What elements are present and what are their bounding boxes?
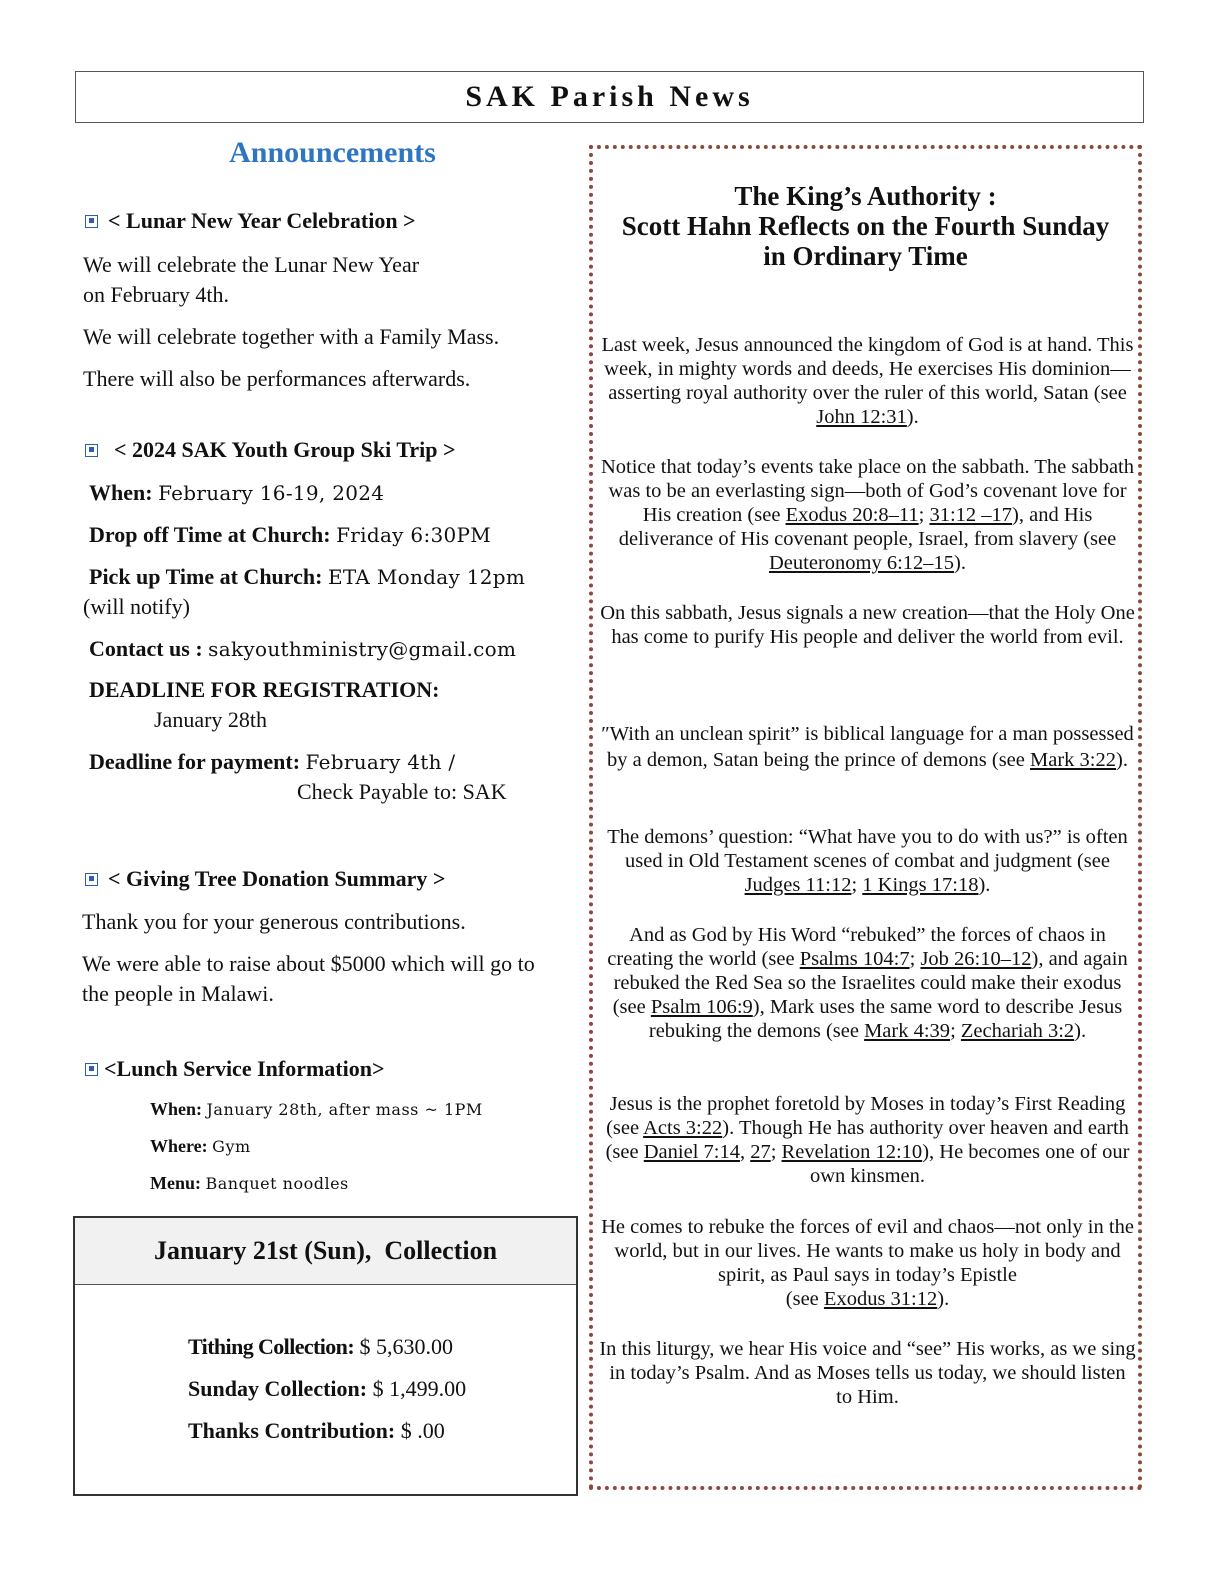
lunch-section-heading: <Lunch Service Information> bbox=[85, 1056, 385, 1082]
article-paragraph-2: Notice that today’s events take place on the sabbath. The sabbath was to be an everlasting sign—both of God’s covenant love for His creation (see Exodus 20:8–11; 31:12 –17), and His deliverance of His covenant people, Israel, from slavery (see Deuteronomy 6:12–15). bbox=[600, 456, 1135, 574]
ski-deadline-registration-label: DEADLINE FOR REGISTRATION: bbox=[89, 677, 440, 702]
article-title: The King’s Authority : Scott Hahn Reflects on the Fourth Sunday in Ordinary Time bbox=[621, 181, 1110, 271]
masthead bbox=[75, 71, 1144, 123]
collection-box bbox=[73, 1216, 578, 1496]
sunday-row: Sunday Collection: $ 1,499.00 bbox=[188, 1376, 467, 1401]
collection-heading: January 21st (Sun), Collection bbox=[75, 1218, 576, 1285]
ski-contact: Contact us : sakyouthministry@gmail.com bbox=[89, 636, 517, 661]
checkbox-square-icon bbox=[85, 215, 98, 228]
ski-dropoff: Drop off Time at Church: Friday 6:30PM bbox=[89, 522, 492, 547]
scripture-link[interactable]: Job 26:10–12 bbox=[920, 948, 1032, 970]
scripture-link[interactable]: Exodus 31:12 bbox=[823, 1288, 938, 1310]
ski-deadline-payment: Deadline for payment: February 4th / bbox=[89, 749, 456, 774]
scripture-link[interactable]: 27 bbox=[750, 1141, 771, 1163]
ski-pickup: Pick up Time at Church: ETA Monday 12pm bbox=[89, 564, 526, 589]
scripture-link[interactable]: Mark 4:39 bbox=[864, 1020, 951, 1042]
scripture-link[interactable]: 1 Kings 17:18 bbox=[862, 874, 979, 896]
announcements-title: Announcements bbox=[229, 136, 436, 169]
giving-line-2: We were able to raise about $5000 which will go to bbox=[82, 951, 535, 976]
lunch-where: Where: Gym bbox=[150, 1136, 251, 1156]
checkbox-square-icon bbox=[85, 873, 98, 886]
article-box bbox=[589, 145, 1142, 1490]
scripture-link[interactable]: Psalms 104:7 bbox=[799, 948, 910, 970]
scripture-link[interactable]: Mark 3:22 bbox=[1030, 749, 1116, 771]
article-paragraph-9: In this liturgy, we hear His voice and “see” His works, as we sing in today’s Psalm. And as Moses tells us today, we should listen to Him. bbox=[599, 1338, 1136, 1408]
scripture-link[interactable]: Deuteronomy 6:12–15 bbox=[769, 552, 955, 574]
ski-check-payable: Check Payable to: SAK bbox=[297, 779, 507, 804]
lunar-line-1: We will celebrate the Lunar New Year bbox=[83, 252, 420, 277]
checkbox-square-icon bbox=[85, 1063, 98, 1076]
lunar-section-heading: < Lunar New Year Celebration > bbox=[85, 208, 416, 234]
lunar-line-2: on February 4th. bbox=[83, 282, 230, 307]
article-paragraph-6: And as God by His Word “rebuked” the forces of chaos in creating the world (see Psalms 104:7; Job 26:10–12), and again rebuked the Red Sea so the Israelites could make their exodus (see Psalm 106:9), Mark uses the same word to describe Jesus rebuking the demons (see Mark 4:39; Zechariah 3:2). bbox=[607, 924, 1128, 1042]
ski-pickup-note: (will notify) bbox=[83, 594, 190, 619]
lunch-when: When: January 28th, after mass ~ 1PM bbox=[150, 1099, 483, 1119]
lunar-line-3: We will celebrate together with a Family Mass. bbox=[83, 324, 500, 349]
contact-email[interactable]: sakyouthministry@gmail.com bbox=[208, 637, 517, 661]
article-paragraph-5: The demons’ question: “What have you to do with us?” is often used in Old Testament scenes of combat and judgment (see Judges 11:12; 1 Kings 17:18). bbox=[607, 826, 1128, 896]
checkbox-square-icon bbox=[85, 444, 98, 457]
scripture-link[interactable]: Revelation 12:10 bbox=[781, 1141, 923, 1163]
article-paragraph-7: Jesus is the prophet foretold by Moses in today’s First Reading (see Acts 3:22). Though He has authority over heaven and earth (see Daniel 7:14, 27; Revelation 12:10), He becomes one of our own kinsmen. bbox=[605, 1093, 1130, 1187]
scripture-link[interactable]: Psalm 106:9 bbox=[650, 996, 753, 1018]
article-paragraph-8: He comes to rebuke the forces of evil and chaos—not only in the world, but in our lives. He wants to make us holy in body and spirit, as Paul says in today’s Epistle (see Exodus 31:12). bbox=[601, 1216, 1134, 1310]
giving-section-heading: < Giving Tree Donation Summary > bbox=[85, 866, 445, 892]
ski-when: When: February 16-19, 2024 bbox=[89, 480, 385, 505]
scripture-link[interactable]: Acts 3:22 bbox=[643, 1117, 723, 1139]
giving-line-1: Thank you for your generous contributions. bbox=[82, 909, 466, 934]
article-paragraph-1: Last week, Jesus announced the kingdom of God is at hand. This week, in mighty words and deeds, He exercises His dominion—asserting royal authority over the ruler of this world, Satan (see John 12:31). bbox=[601, 334, 1134, 428]
scripture-link[interactable]: John 12:31 bbox=[816, 406, 907, 428]
scripture-link[interactable]: 31:12 –17 bbox=[929, 504, 1013, 526]
scripture-link[interactable]: Zechariah 3:2 bbox=[960, 1020, 1075, 1042]
lunch-menu: Menu: Banquet noodles bbox=[150, 1173, 349, 1193]
ski-deadline-registration-value: January 28th bbox=[154, 707, 268, 732]
scripture-link[interactable]: Exodus 20:8–11 bbox=[785, 504, 919, 526]
tithing-row: Tithing Collection: $ 5,630.00 bbox=[188, 1334, 454, 1359]
article-paragraph-3: On this sabbath, Jesus signals a new creation—that the Holy One has come to purify His people and deliver the world from evil. bbox=[600, 602, 1135, 648]
thanks-row: Thanks Contribution: $ .00 bbox=[188, 1418, 445, 1443]
giving-line-3: the people in Malawi. bbox=[82, 981, 274, 1006]
ski-section-heading: < 2024 SAK Youth Group Ski Trip > bbox=[85, 437, 456, 463]
lunar-line-4: There will also be performances afterwards. bbox=[83, 366, 471, 391]
scripture-link[interactable]: Daniel 7:14 bbox=[643, 1141, 740, 1163]
page-title: SAK Parish News bbox=[465, 80, 754, 113]
article-paragraph-4: ″With an unclean spirit” is biblical language for a man possessed by a demon, Satan being the prince of demons (see Mark 3:22). bbox=[601, 723, 1134, 771]
scripture-link[interactable]: Judges 11:12 bbox=[744, 874, 852, 896]
